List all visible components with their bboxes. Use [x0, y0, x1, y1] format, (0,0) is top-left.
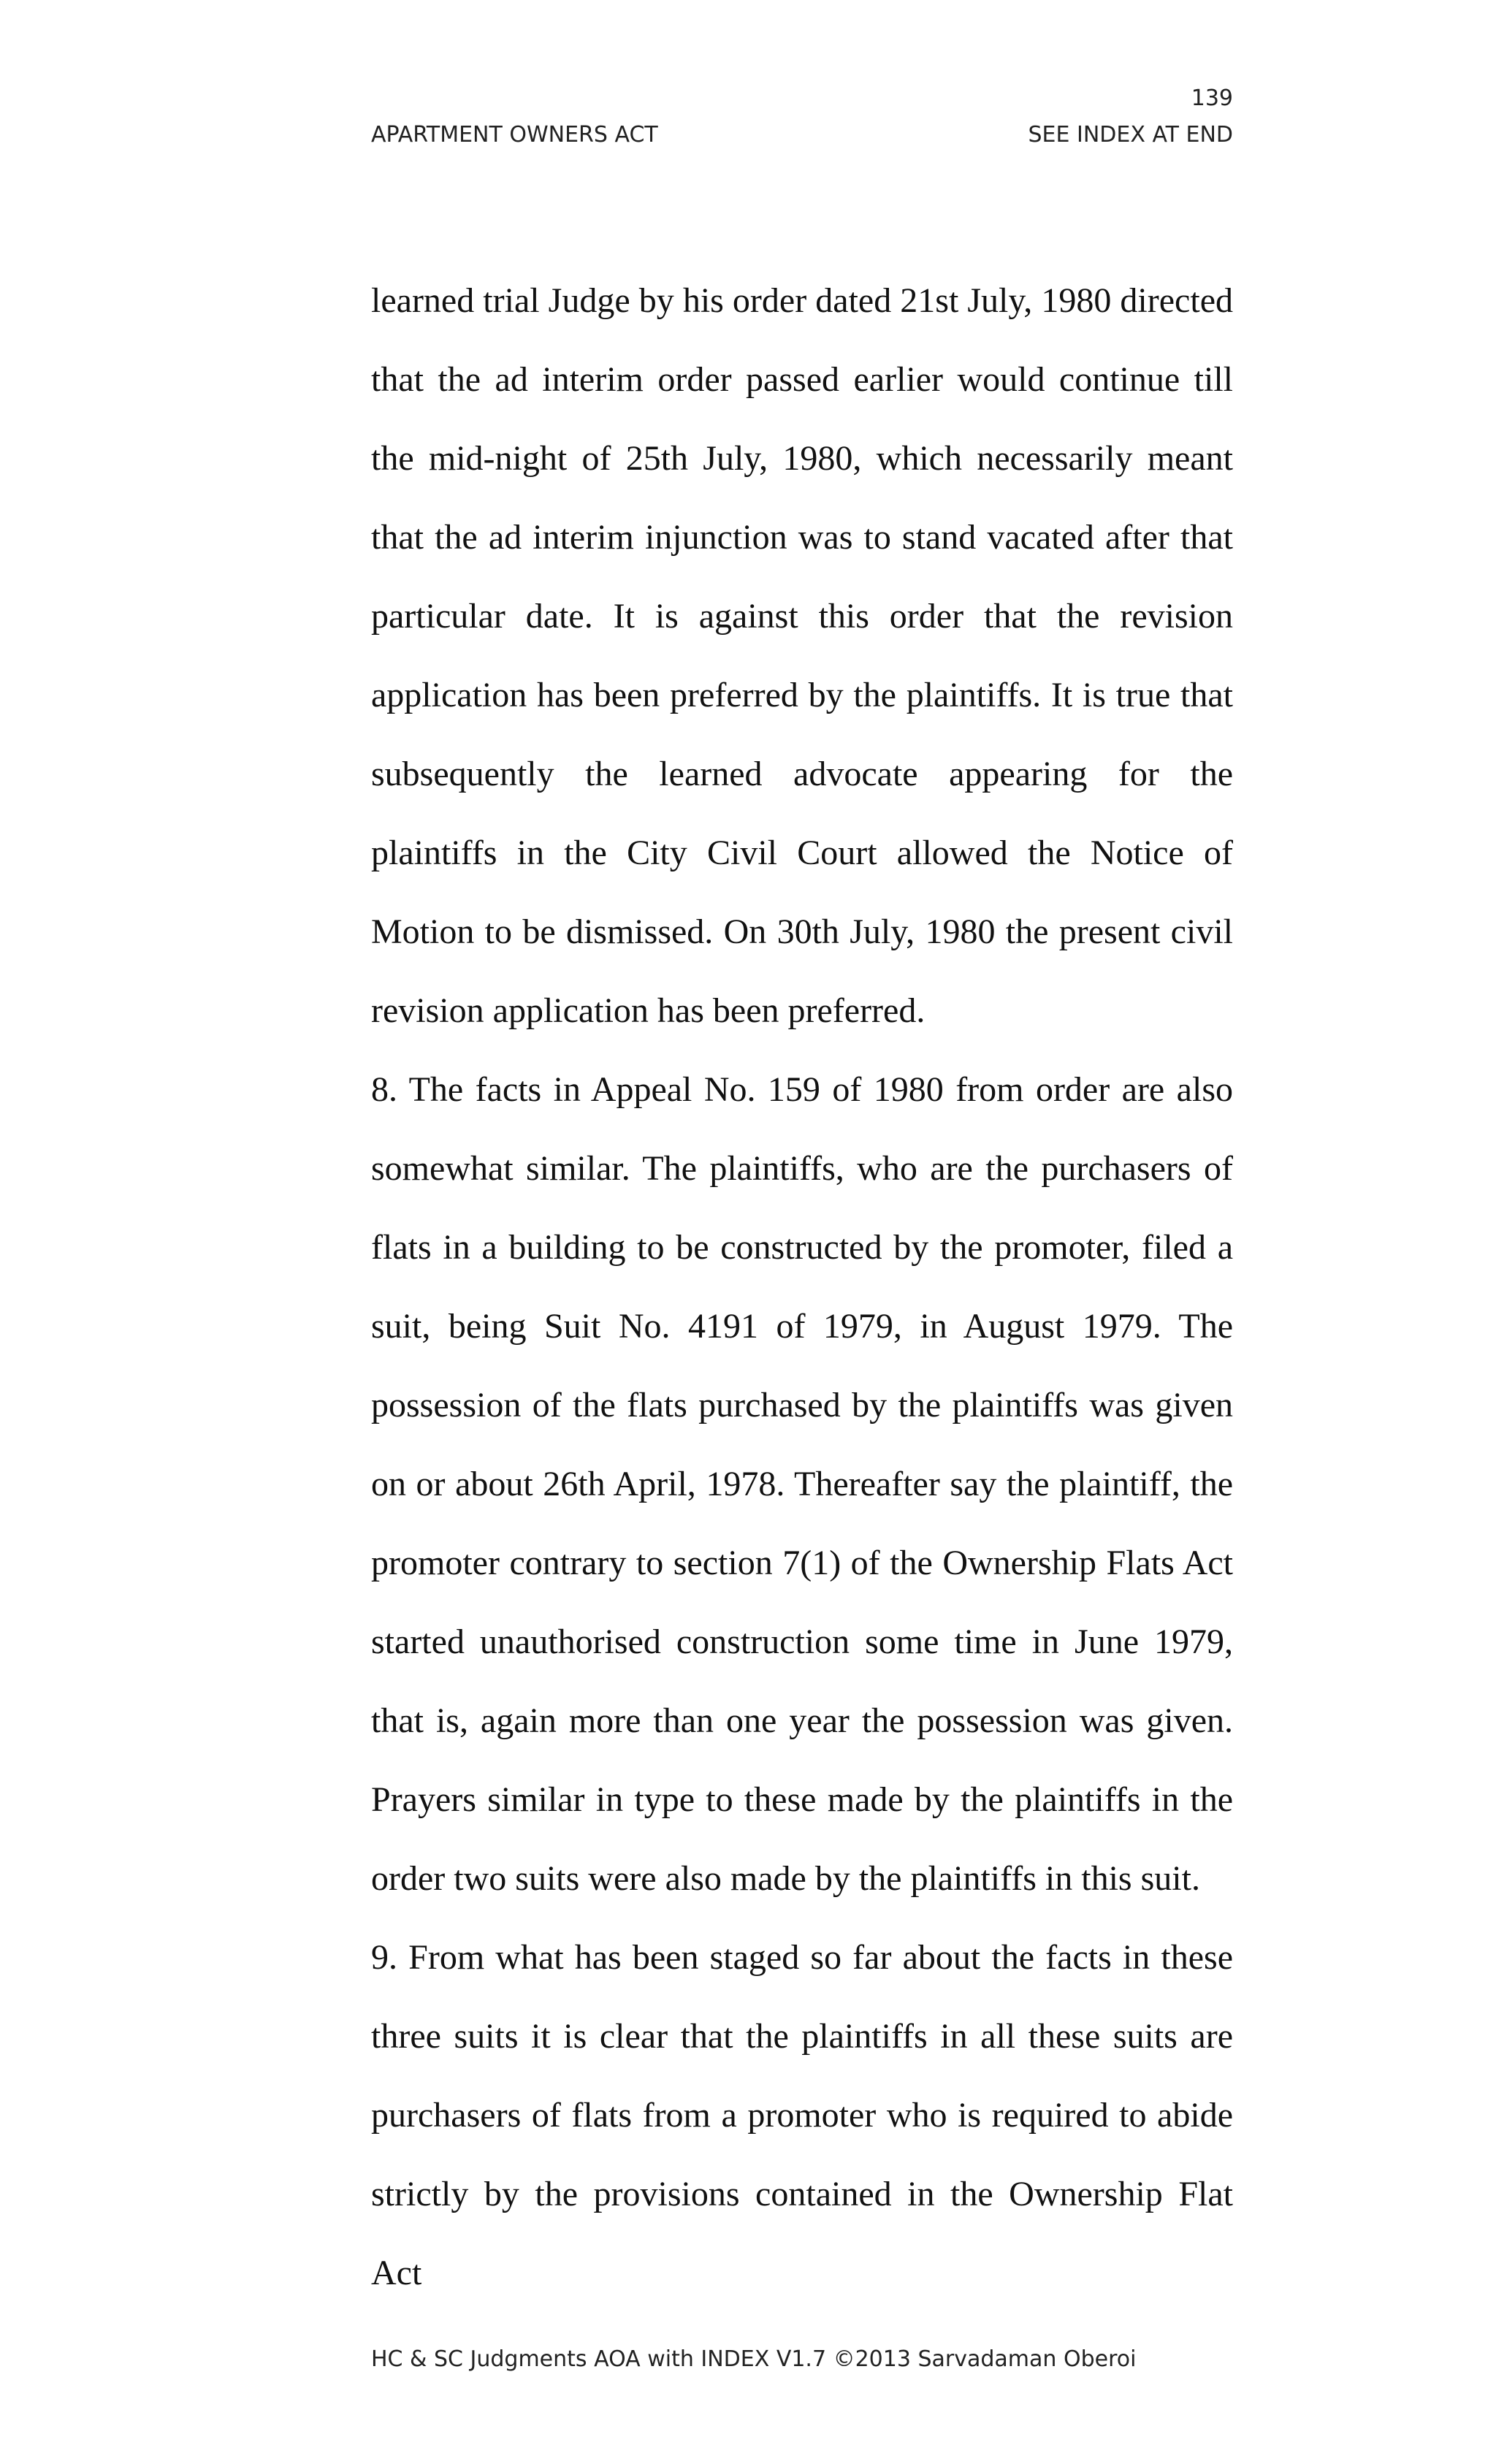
- document-body: [371, 262, 1233, 2313]
- paragraph: learned trial Judge by his order dated 21st July, 1980 directed that the ad interim order passed earlier would continue till the mid-night of 25th July, 1980, which necessarily meant that the ad interim injunction was to stand vacated after that particular date. It is against this order that the revision application has been preferred by the plaintiffs. It is true that subsequently the learned advocate appearing for the plaintiffs in the City Civil Court allowed the Notice of Motion to be dismissed. On 30th July, 1980 the present civil revision application has been preferred.: [371, 281, 1233, 1030]
- page-number: 139: [1191, 85, 1233, 111]
- page-footer: HC & SC Judgments AOA with INDEX V1.7 ©2013 Sarvadaman Oberoi: [371, 2346, 1137, 2372]
- paragraph: 9. From what has been staged so far about the facts in these three suits it is clear that the plaintiffs in all these suits are purchasers of flats from a promoter who is required to abide strictly by the provisions contained in the Ownership Flat Act: [371, 1938, 1233, 2292]
- header-title-right: SEE INDEX AT END: [1028, 122, 1233, 148]
- running-header: [371, 124, 1233, 146]
- paragraph: 8. The facts in Appeal No. 159 of 1980 from order are also somewhat similar. The plaintiffs, who are the purchasers of flats in a building to be constructed by the promoter, filed a suit, being Suit No. 4191 of 1979, in August 1979. The possession of the flats purchased by the plaintiffs was given on or about 26th April, 1978. Thereafter say the plaintiff, the promoter contrary to section 7(1) of the Ownership Flats Act started unauthorised construction some time in June 1979, that is, again more than one year the possession was given. Prayers similar in type to these made by the plaintiffs in the order two suits were also made by the plaintiffs in this suit.: [371, 1070, 1233, 1898]
- header-title-left: APARTMENT OWNERS ACT: [371, 122, 658, 148]
